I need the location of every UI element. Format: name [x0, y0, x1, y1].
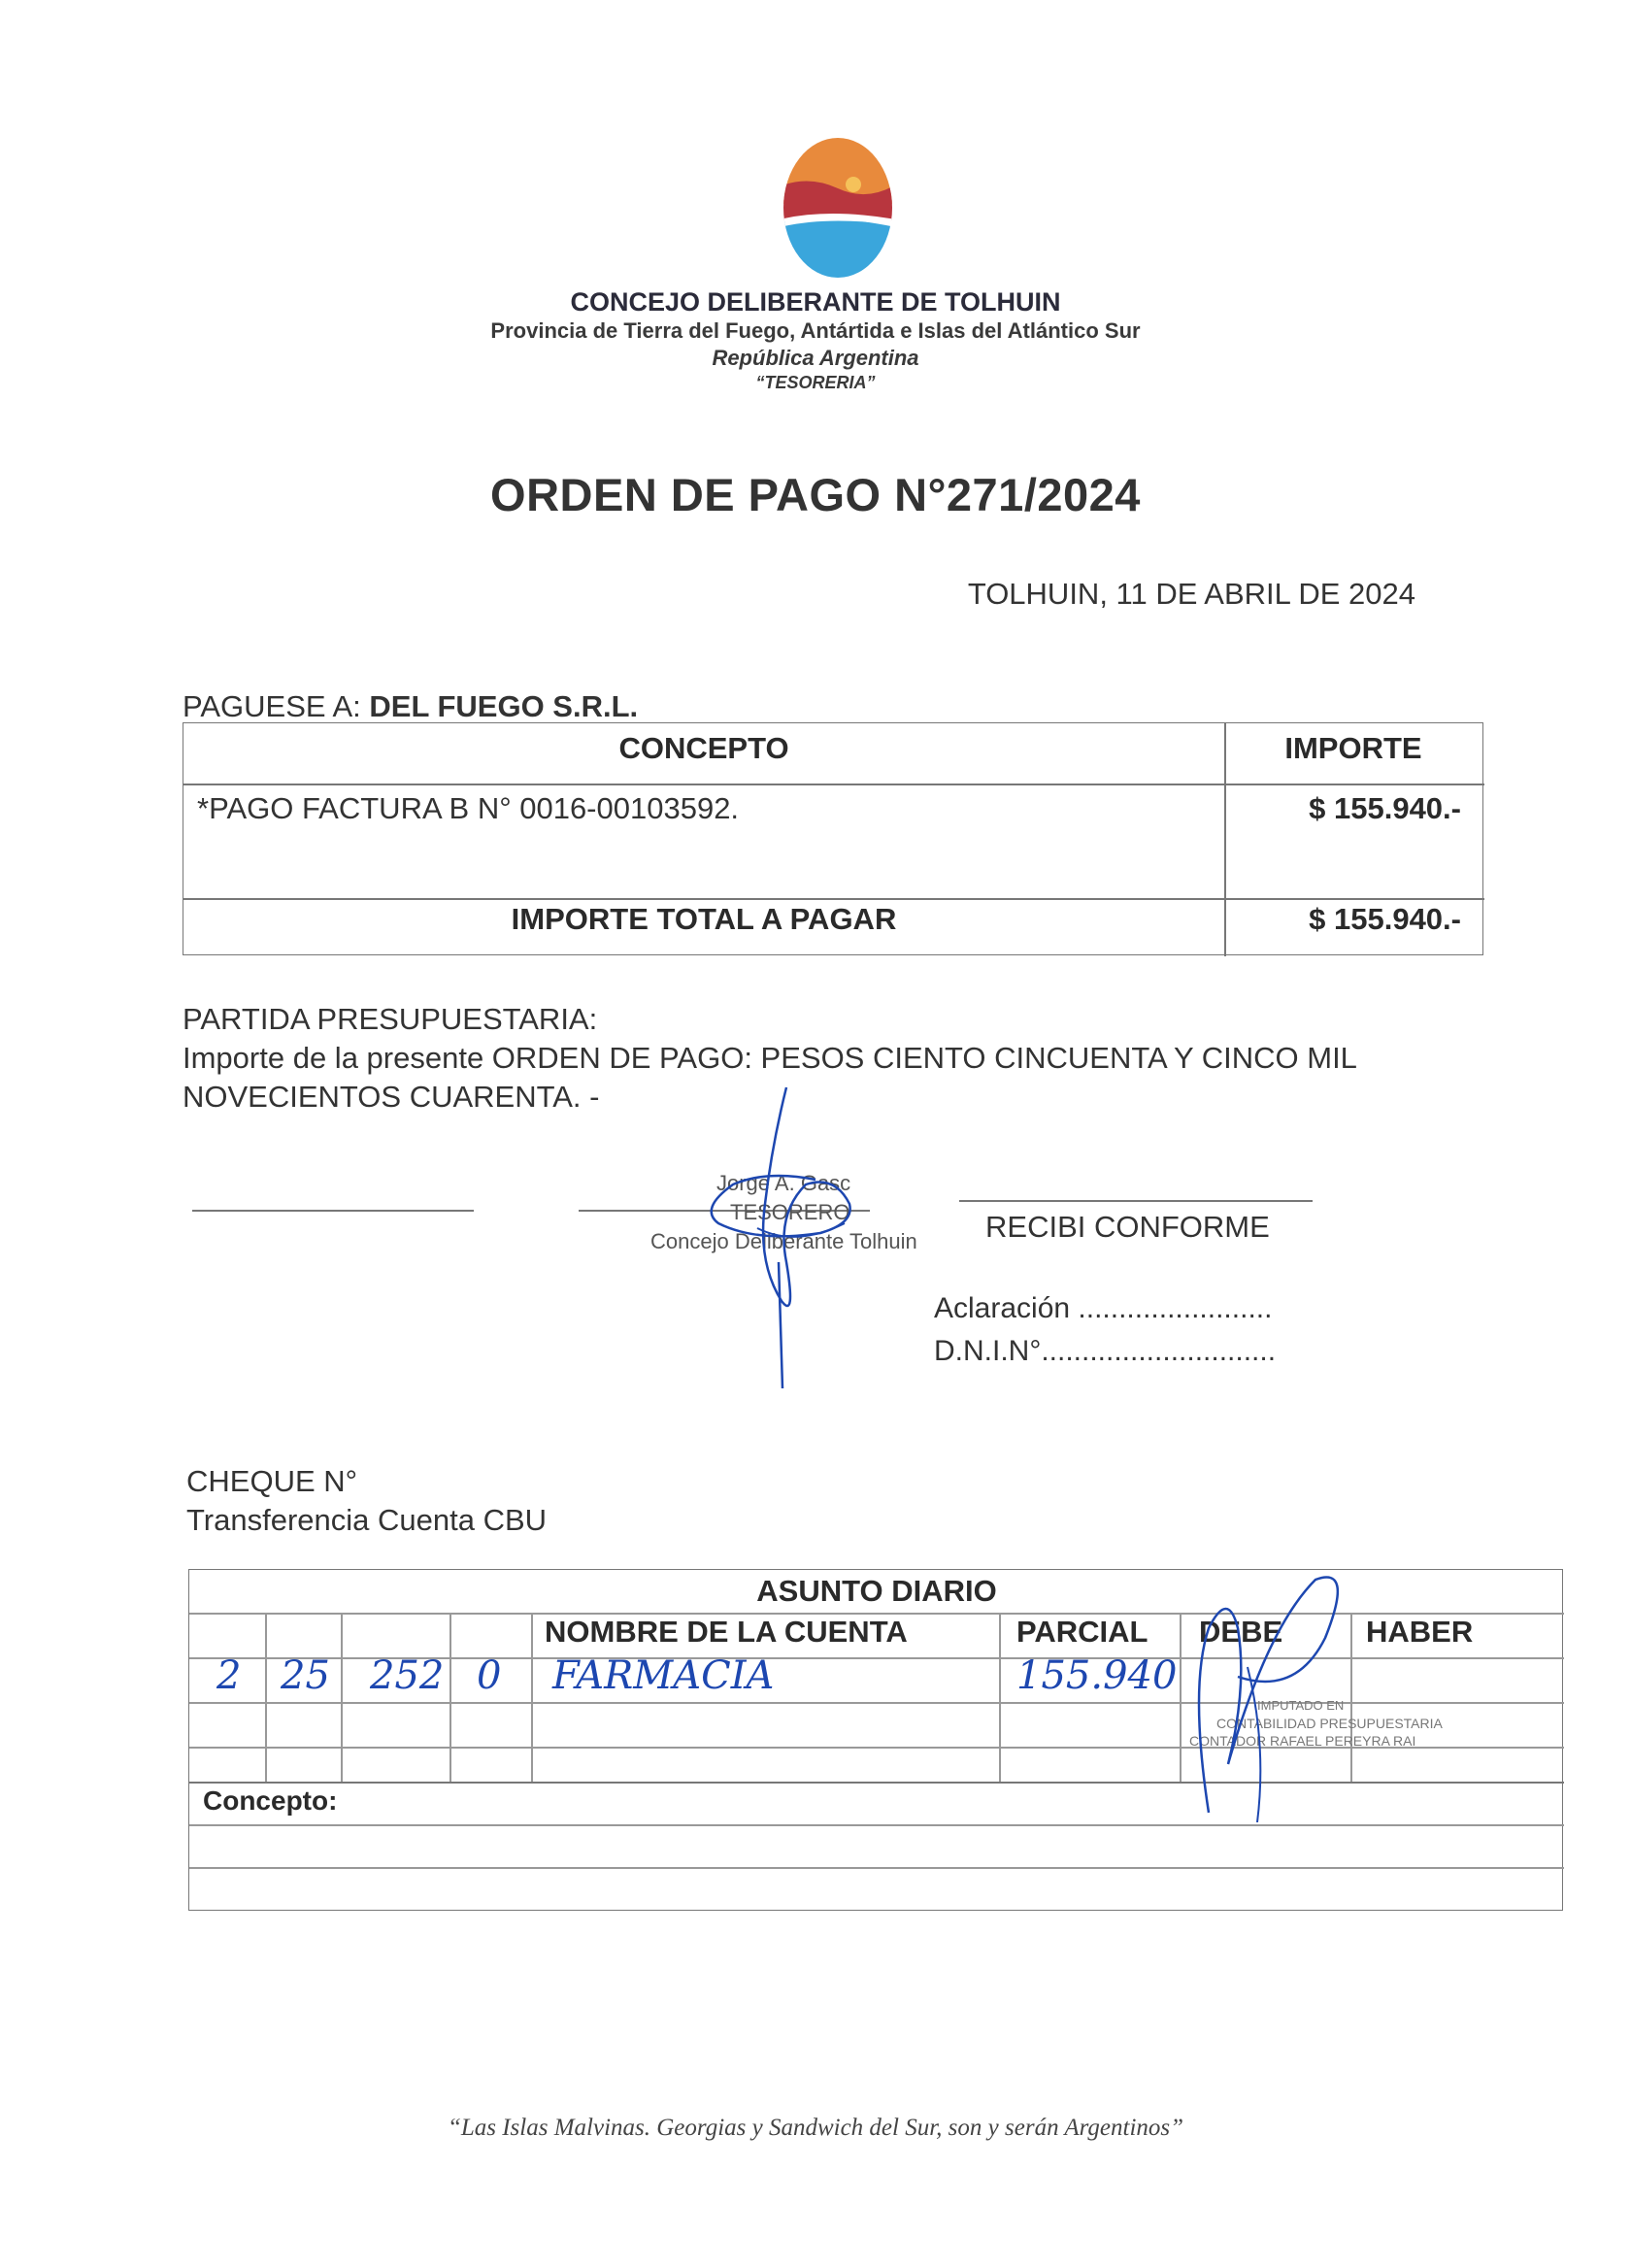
hand-code: 252 [370, 1653, 445, 1698]
document-date: TOLHUIN, 11 DE ABRIL DE 2024 [967, 577, 1415, 611]
table-divider [183, 898, 1484, 900]
table-divider [341, 1613, 343, 1782]
total-label: IMPORTE TOTAL A PAGAR [511, 902, 897, 936]
aclaracion-block [934, 1287, 1276, 1373]
concept-table [183, 722, 1483, 955]
column-header-haber: HABER [1366, 1615, 1474, 1649]
table-divider [999, 1613, 1001, 1782]
partida-line-2: NOVECIENTOS CUARENTA. - [183, 1080, 600, 1114]
column-header-nombre: NOMBRE DE LA CUENTA [545, 1615, 908, 1649]
cheque-label: CHEQUE N° [186, 1464, 358, 1498]
accounting-stamp-line-1: IMPUTADO EN [1257, 1698, 1345, 1713]
table-divider [189, 1824, 1564, 1826]
pay-to-line [183, 689, 638, 724]
concepto-label: Concepto: [203, 1785, 338, 1816]
document-title: ORDEN DE PAGO N°271/2024 [490, 469, 1141, 520]
table-divider [265, 1613, 267, 1782]
stamp-org: Concejo Deliberante Tolhuin [650, 1229, 917, 1253]
column-header-parcial: PARCIAL [1016, 1615, 1148, 1649]
table-divider [189, 1867, 1564, 1869]
asunto-title: ASUNTO DIARIO [756, 1574, 997, 1608]
treasurer-signature-icon [641, 1068, 932, 1398]
aclaracion-line: Aclaración ........................ [934, 1292, 1273, 1324]
hand-code: 25 [281, 1653, 330, 1698]
accountant-signature-icon [1160, 1570, 1374, 1822]
table-divider [531, 1613, 533, 1782]
recibi-conforme: RECIBI CONFORME [985, 1210, 1270, 1244]
hand-parcial: 155.940 [1016, 1653, 1178, 1698]
concept-description: *PAGO FACTURA B N° 0016-00103592. [197, 791, 740, 825]
asunto-diario-table [188, 1569, 1563, 1911]
department-line: “TESORERIA” [755, 373, 876, 392]
partida-label: PARTIDA PRESUPUESTARIA: [183, 1002, 598, 1036]
stamp-role: TESORERO [730, 1200, 850, 1224]
column-header-importe: IMPORTE [1284, 731, 1422, 765]
table-divider [183, 784, 1484, 785]
column-header-debe: DEBE [1199, 1615, 1283, 1649]
concejo-logo-icon [780, 136, 896, 280]
signature-line-left [192, 1210, 474, 1212]
table-divider [449, 1613, 451, 1782]
country-line: República Argentina [712, 346, 919, 370]
transferencia-label: Transferencia Cuenta CBU [186, 1503, 548, 1537]
hand-code: 2 [216, 1653, 242, 1698]
footer-motto: “Las Islas Malvinas. Georgias y Sandwich del Sur, son y serán Argentinos” [447, 2115, 1184, 2141]
accounting-stamp-line-3: CONTADOR RAFAEL PEREYRA RAI [1189, 1733, 1416, 1749]
dni-line: D.N.I.N°............................. [934, 1335, 1277, 1367]
pay-to-name: DEL FUEGO S.R.L. [369, 689, 639, 723]
signature-line-recibi [959, 1200, 1313, 1202]
total-amount: $ 155.940.- [1309, 902, 1461, 936]
pay-to-label: PAGUESE A: [183, 689, 361, 723]
accounting-stamp-line-2: CONTABILIDAD PRESUPUESTARIA [1216, 1716, 1443, 1731]
province-line: Provincia de Tierra del Fuego, Antártida e Islas del Atlántico Sur [490, 318, 1141, 343]
hand-account-name: FARMACIA [552, 1653, 775, 1698]
stamp-name: Jorge A. Gasc [716, 1171, 851, 1195]
org-name: CONCEJO DELIBERANTE DE TOLHUIN [570, 287, 1061, 317]
payment-method-block [186, 1462, 547, 1540]
concept-amount: $ 155.940.- [1309, 791, 1461, 825]
column-header-concepto: CONCEPTO [618, 731, 789, 765]
partida-line-1: Importe de la presente ORDEN DE PAGO: PESOS CIENTO CINCUENTA Y CINCO MIL [183, 1041, 1357, 1075]
hand-code: 0 [477, 1653, 502, 1698]
